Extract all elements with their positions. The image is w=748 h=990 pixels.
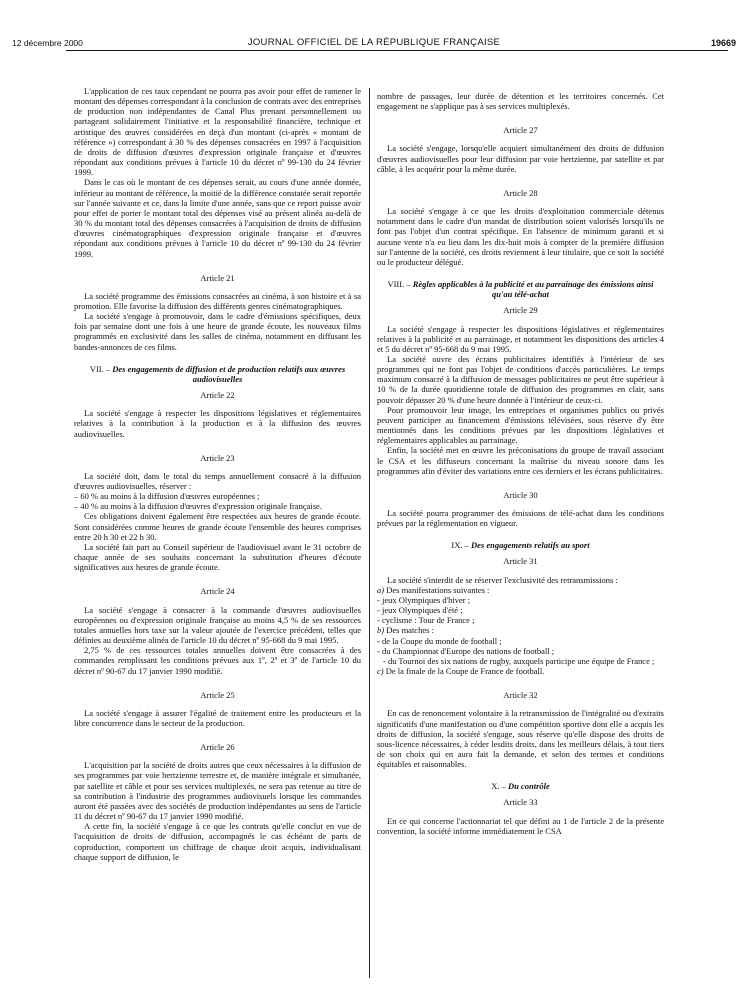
header-title: JOURNAL OFFICIEL DE LA RÉPUBLIQUE FRANÇAISE <box>247 37 501 48</box>
header-date: 12 décembre 2000 <box>12 38 83 48</box>
article-heading: Article 23 <box>200 452 235 463</box>
paragraph: Enfin, la société met en œuvre les préconisations du groupe de travail associant le CSA et les diffuseurs concernant la maîtrise du niveau sonore dans les programmes afin d'éviter des variations entre ces derniers et les écrans publicitaires. <box>377 445 664 476</box>
section-number: VII. – <box>89 363 111 374</box>
paragraph: Ces obligations doivent également être respectées aux heures de grande écoute. Sont considérées comme heures de grande écoute l'ensemble des heures comprises entre 20 h 30 et 22 h 30. <box>74 511 361 542</box>
paragraph: La société s'engage à assurer l'égalité de traitement entre les producteurs et la libre concurrence dans le secteur de la production. <box>74 707 361 728</box>
list-item: - du Championnat d'Europe des nations de football ; <box>377 645 555 656</box>
list-heading <box>377 666 664 676</box>
list-heading-text: De la finale de la Coupe de France de football. <box>385 666 545 677</box>
paragraph: La société s'interdit de se réserver l'exclusivité des retransmissions : <box>387 574 618 585</box>
list-item: - jeux Olympiques d'hiver ; <box>377 594 471 605</box>
section-title: Des engagements de diffusion et de production relatifs aux œuvres audiovisuelles <box>112 363 346 384</box>
list-letter: a) <box>377 584 385 595</box>
header-page-number: 19669 <box>710 38 736 48</box>
section-title: Des engagements relatifs au sport <box>471 540 590 551</box>
section-heading <box>74 364 361 384</box>
article-heading: Article 25 <box>200 689 235 700</box>
list-item: - jeux Olympiques d'été ; <box>377 605 463 616</box>
paragraph: La société fait part au Conseil supérieur de l'audiovisuel avant le 31 octobre de chaque année de ses souhaits concernant la substitution d'heures d'écoute significatives aux heures de grande écoute. <box>74 541 361 573</box>
section-title: Règles applicables à la publicité et au parrainage des émissions ainsi qu'au télé-achat <box>412 279 654 300</box>
article-heading: Article 24 <box>200 586 235 597</box>
list-heading <box>377 585 664 595</box>
paragraph: Pour promouvoir leur image, les entreprises et organismes publics ou privés peuvent participer au financement d'émissions télévisées, sous réserve d'y être mentionnés dans les conditions prévues par les dispositions législatives et réglementaires applicables au parrainage. <box>377 404 664 446</box>
paragraph: L'application de ces taux cependant ne pourra pas avoir pour effet de ramener le montant des dépenses correspondant à la conclusion de contrats avec des entreprises de production non indépendantes de Canal Plus prenant personnellement ou partageant solidairement l'initiative et la responsabilité financière, technique et artistique des œuvres considérées en deçà d'un montant (ci-après « montant de référence ») correspondant à 30 % des dépenses consacrées en 1997 à l'acquisition de droits de diffusion d'œuvres d'expression originale française et d'œuvres répondant aux conditions prévues à l'article 10 du décret nº 99-130 du 24 février 1999. <box>74 86 361 178</box>
list-heading-text: Des matches : <box>386 625 434 636</box>
paragraph: La société s'engage à respecter les dispositions législatives et réglementaires relatives à la contribution à la production et à la diffusion des œuvres audiovisuelles. <box>74 408 361 439</box>
article-heading: Article 28 <box>503 187 538 198</box>
paragraph: La société s'engage à promouvoir, dans le cadre d'émissions spécifiques, deux fois par semaine dont une fois à une heure de grande écoute, les nouveaux films programmés en exclusivité dans les salles de cinéma, notamment en diffusant les bandes-annonces de ces films. <box>74 311 361 352</box>
article-heading: Article 31 <box>503 556 538 567</box>
section-number: VIII. – <box>387 279 411 290</box>
paragraph: En ce qui concerne l'actionnariat tel que défini au 1 de l'article 2 de la présente convention, la société informe immédiatement le CSA <box>377 815 664 836</box>
list-item: - du Tournoi des six nations de rugby, auxquels participe une équipe de France ; <box>383 655 655 666</box>
section-title: Du contrôle <box>507 781 550 792</box>
page-header <box>12 0 736 48</box>
paragraph: La société s'engage, lorsqu'elle acquiert simultanément des droits de diffusion d'œuvres audiovisuelles pour leur diffusion par voie hertzienne, par satellite et par câble, à les acquérir pour la même durée. <box>377 143 664 174</box>
paragraph: La société s'engage à consacrer à la commande d'œuvres audiovisuelles européennes ou d'expression originale française au moins 4,5 % de ses ressources totales annuelles hors taxe sur la valeur ajoutée de l'exercice précédent, telles que définies au deuxième alinéa de l'article 10 du décret nº 95-668 du 9 mai 1995. <box>74 604 361 646</box>
section-heading <box>377 781 664 791</box>
section-heading <box>377 279 664 299</box>
article-heading: Article 33 <box>503 797 538 808</box>
list-heading-text: Des manifestations suivantes : <box>386 584 490 595</box>
list-heading <box>377 625 664 635</box>
list-item: – 40 % au moins à la diffusion d'œuvres d'expression originale française. <box>74 501 322 512</box>
article-heading: Article 22 <box>200 390 235 401</box>
section-heading <box>377 540 664 550</box>
paragraph: La société pourra programmer des émissions de télé-achat dans les conditions prévues par la réglementation en vigueur. <box>377 508 664 529</box>
list-letter: c) <box>377 666 384 677</box>
article-heading: Article 29 <box>503 305 538 316</box>
header-rule <box>66 50 728 51</box>
paragraph: La société s'engage à ce que les droits d'exploitation commerciale détenus notamment dans le cadre d'un mandat de distribution soient valorisés lorsqu'ils ne font pas l'objet d'un contrat spécifique. En l'absence de minimum garanti et si aucune vente n'a eu lieu dans les dix-huit mois à compter de la première diffusion sur l'antenne de la société, ces droits reviennent à leur titulaire, que ce soit la société ou le producteur délégué. <box>377 206 664 267</box>
section-number: X. – <box>491 781 506 792</box>
paragraph: La société doit, dans le total du temps annuellement consacré à la diffusion d'œuvres audiovisuelles, réserver : <box>74 470 361 491</box>
list-item: – 60 % au moins à la diffusion d'œuvres européennes ; <box>74 491 260 502</box>
paragraph: Dans le cas où le montant de ces dépenses serait, au cours d'une année donnée, inférieur au montant de référence, la moitié de la différence constatée serait reportée sur l'année suivante et ce, dans la limite d'une année, sans que ce report puisse avoir pour effet de porter le montant total des dépenses visé au présent alinéa au-delà de 30 % du montant total des dépenses consacrées à l'acquisition de droits de diffusion d'œuvres cinématographiques d'expression originale française et d'œuvres répondant aux conditions prévues à l'article 10 du décret nº 99-130 du 24 février 1999. <box>74 177 361 259</box>
paragraph: nombre de passages, leur durée de détention et les territoires concernés. Cet engagement ne s'applique pas à ses services multiplexés. <box>377 91 664 112</box>
article-heading: Article 21 <box>200 272 235 283</box>
paragraph: La société programme des émissions consacrées au cinéma, à son histoire et à sa promotion. Elle favorise la diffusion des différents genres cinématographiques. <box>74 290 361 311</box>
paragraph: 2,75 % de ces ressources totales annuelles doivent être consacrées à des commandes remplissant les conditions prévues aux 1º, 2º et 3º de l'article 10 du décret nº 90-67 du 17 janvier 1990 modifié. <box>74 645 361 676</box>
paragraph: La société s'engage à respecter les dispositions législatives et réglementaires relatives à la publicité et au parrainage, et notamment les dispositions des articles 4 et 5 du décret nº 95-668 du 9 mai 1995. <box>377 323 664 354</box>
section-number: IX. – <box>451 540 469 551</box>
right-column <box>377 91 664 836</box>
article-heading: Article 30 <box>503 489 538 500</box>
column-separator <box>369 88 370 978</box>
article-heading: Article 32 <box>503 690 538 701</box>
paragraph: A cette fin, la société s'engage à ce que les contrats qu'elle conclut en vue de l'acquisition de droits de diffusion, accompagnés le cas échéant de parts de coproduction, comportent un chiffrage de chaque droit acquis, individualisant chaque support de diffusion, le <box>74 821 361 862</box>
paragraph: La société ouvre des écrans publicitaires identifiés à l'intérieur de ses programmes qui ne font pas l'objet de conditions d'accès particulières. Le temps maximum consacré à la diffusion de messages publicitaires ne peut être supérieur à 10 % de la durée quotidienne totale de diffusion des programmes en clair, sans pouvoir dépasser 20 % d'une heure donnée à l'intérieur de ceux-ci. <box>377 353 664 405</box>
article-heading: Article 27 <box>503 125 538 136</box>
list-letter: b) <box>377 625 385 636</box>
left-column <box>74 86 361 862</box>
paragraph: L'acquisition par la société de droits autres que ceux nécessaires à la diffusion de ses programmes par voie hertzienne terrestre et, de manière intégrale et simultanée, par satellite et câble et pour ses services multiplexés, ne sera pas retenue au titre de sa contribution à l'industrie des programmes audiovisuels lorsque les commandes auront été passées avec des sociétés de production indépendantes au sens de l'article 11 du décret nº 90-67 du 17 janvier 1990 modifié. <box>74 760 361 822</box>
list-item: - cyclisme : Tour de France ; <box>377 615 475 626</box>
article-heading: Article 26 <box>200 742 235 753</box>
list-item: - de la Coupe du monde de football ; <box>377 635 502 646</box>
paragraph: En cas de renoncement volontaire à la retransmission de l'intégralité ou d'extraits significatifs d'une manifestation ou d'une compétition sportive dont elle a acquis les droits de diffusion, la société s'engage, sous réserve qu'elle dispose des droits de sous-licence nécessaires, à céder lesdits droits, dans les meilleurs délais, à tout tiers de son choix qui en aura fait la demande, et selon des termes et conditions équitables et raisonnables. <box>377 708 664 770</box>
